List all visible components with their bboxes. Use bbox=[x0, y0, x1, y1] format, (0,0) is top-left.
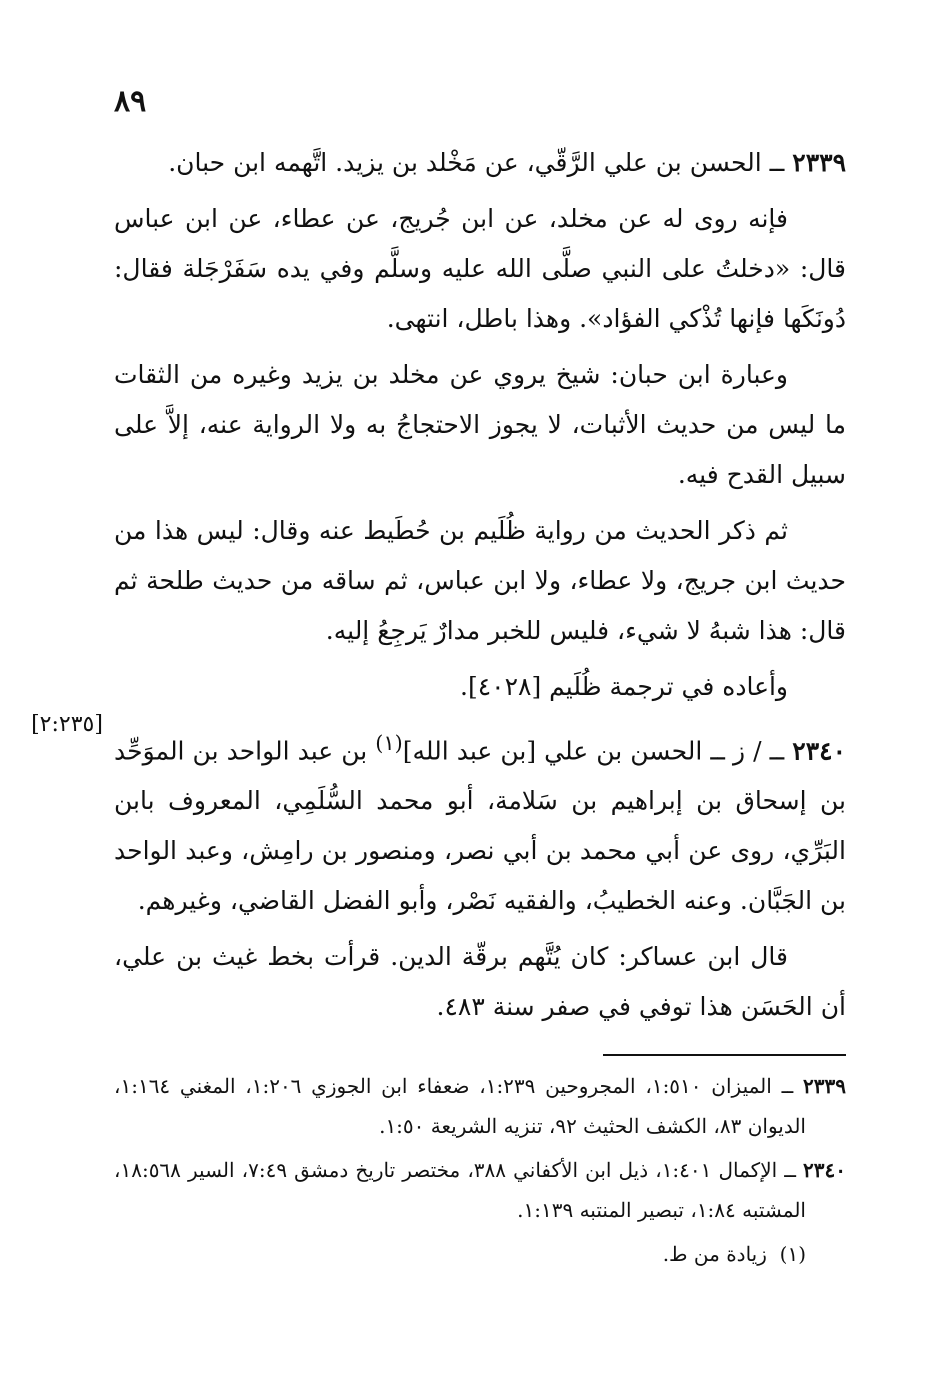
footnote-text: ــ الميزان ١:٥١٠، المجروحين ١:٢٣٩، ضعفاء ابن الجوزي ١:٢٠٦، المغني ١:١٦٤، الديوان ٨٣، الكشف الحثيث ٩٢، تنزيه الشريعة ١:٥٠. bbox=[114, 1074, 806, 1138]
footnote-number: (١) bbox=[779, 1242, 806, 1266]
entry-heading: ــ الحسن بن علي الرَّقّي، عن مَخْلد بن يزيد. اتَّهمه ابن حبان. bbox=[168, 148, 785, 177]
footnote-text: زيادة من ط. bbox=[662, 1242, 767, 1266]
entry-2339-paragraph: فإنه روى له عن مخلد، عن ابن جُريج، عن عطاء، عن ابن عباس قال: «دخلتُ على النبي صلَّى الله عليه وسلَّم وفي يده سَفَرْجَلة فقال: دُونَكَها فإنها تُذْكي الفؤاد». وهذا باطل، انتهى. bbox=[114, 204, 846, 333]
footnote-text: ــ الإكمال ١:٤٠١، ذيل ابن الأكفاني ٣٨٨، مختصر تاريخ دمشق ٧:٤٩، السير ١٨:٥٦٨، المشتبه ١:٨٤، تبصير المنتبه ١:١٣٩. bbox=[114, 1158, 806, 1222]
footnote-number: ٢٣٤٠ bbox=[803, 1158, 846, 1182]
entry-number: ٢٣٤٠ bbox=[792, 736, 846, 766]
entry-number: ٢٣٣٩ bbox=[792, 148, 846, 177]
footnote-divider bbox=[603, 1054, 846, 1056]
page-number: ٨٩ bbox=[114, 84, 147, 119]
footnote bbox=[114, 1150, 846, 1230]
entry-2339-paragraph: ثم ذكر الحديث من رواية ظُلَيم بن حُطَيط عنه وقال: ليس هذا من حديث ابن جريج، ولا عطاء، ولا ابن عباس، ثم ساقه من حديث طلحة ثم قال: هذا شبهُ لا شيء، فليس للخبر مدارٌ يَرجِعُ إليه. bbox=[114, 516, 846, 645]
entry-heading-continued: بن عبد الواحد بن الموَحِّد بن إسحاق بن إبراهيم بن سَلامة، أبو محمد السُّلَمِي، المعروف بابن البَرِّي، روى عن أبي محمد بن أبي نصر، ومنصور بن رامِش، وعبد الواحد بن الجَبَّان. وعنه الخطيبُ، والفقيه نَصْر، وأبو الفضل القاضي، وغيرهم. bbox=[114, 736, 846, 916]
entry-2339-heading bbox=[114, 138, 846, 188]
marginal-reference: [٢:٢٣٥] bbox=[31, 712, 103, 737]
footnote bbox=[114, 1066, 846, 1146]
entry-2339-paragraph: وعبارة ابن حبان: شيخ يروي عن مخلد بن يزيد وغيره من الثقات ما ليس من حديث الأثبات، لا يجوز الاحتجاجُ به ولا الرواية عنه، إلاَّ على سبيل القدح فيه. bbox=[114, 360, 846, 489]
main-text bbox=[114, 138, 846, 1038]
entry-2340-paragraph: قال ابن عساكر: كان يُتَّهم برقّة الدين. قرأت بخط غيث بن علي، أن الحَسَن هذا توفي في صفر سنة ٤٨٣. bbox=[114, 942, 846, 1022]
footnotes-section bbox=[114, 1066, 846, 1278]
footnote bbox=[114, 1234, 846, 1274]
footnote-number: ٢٣٣٩ bbox=[803, 1074, 847, 1098]
entry-2339-paragraph: وأعاده في ترجمة ظُلَيم [٤٠٢٨]. bbox=[460, 672, 788, 701]
footnote-marker: (١) bbox=[375, 731, 403, 755]
entry-heading: ــ / ز ــ الحسن بن علي [بن عبد الله] bbox=[402, 736, 785, 766]
entry-2340-heading bbox=[114, 718, 846, 926]
